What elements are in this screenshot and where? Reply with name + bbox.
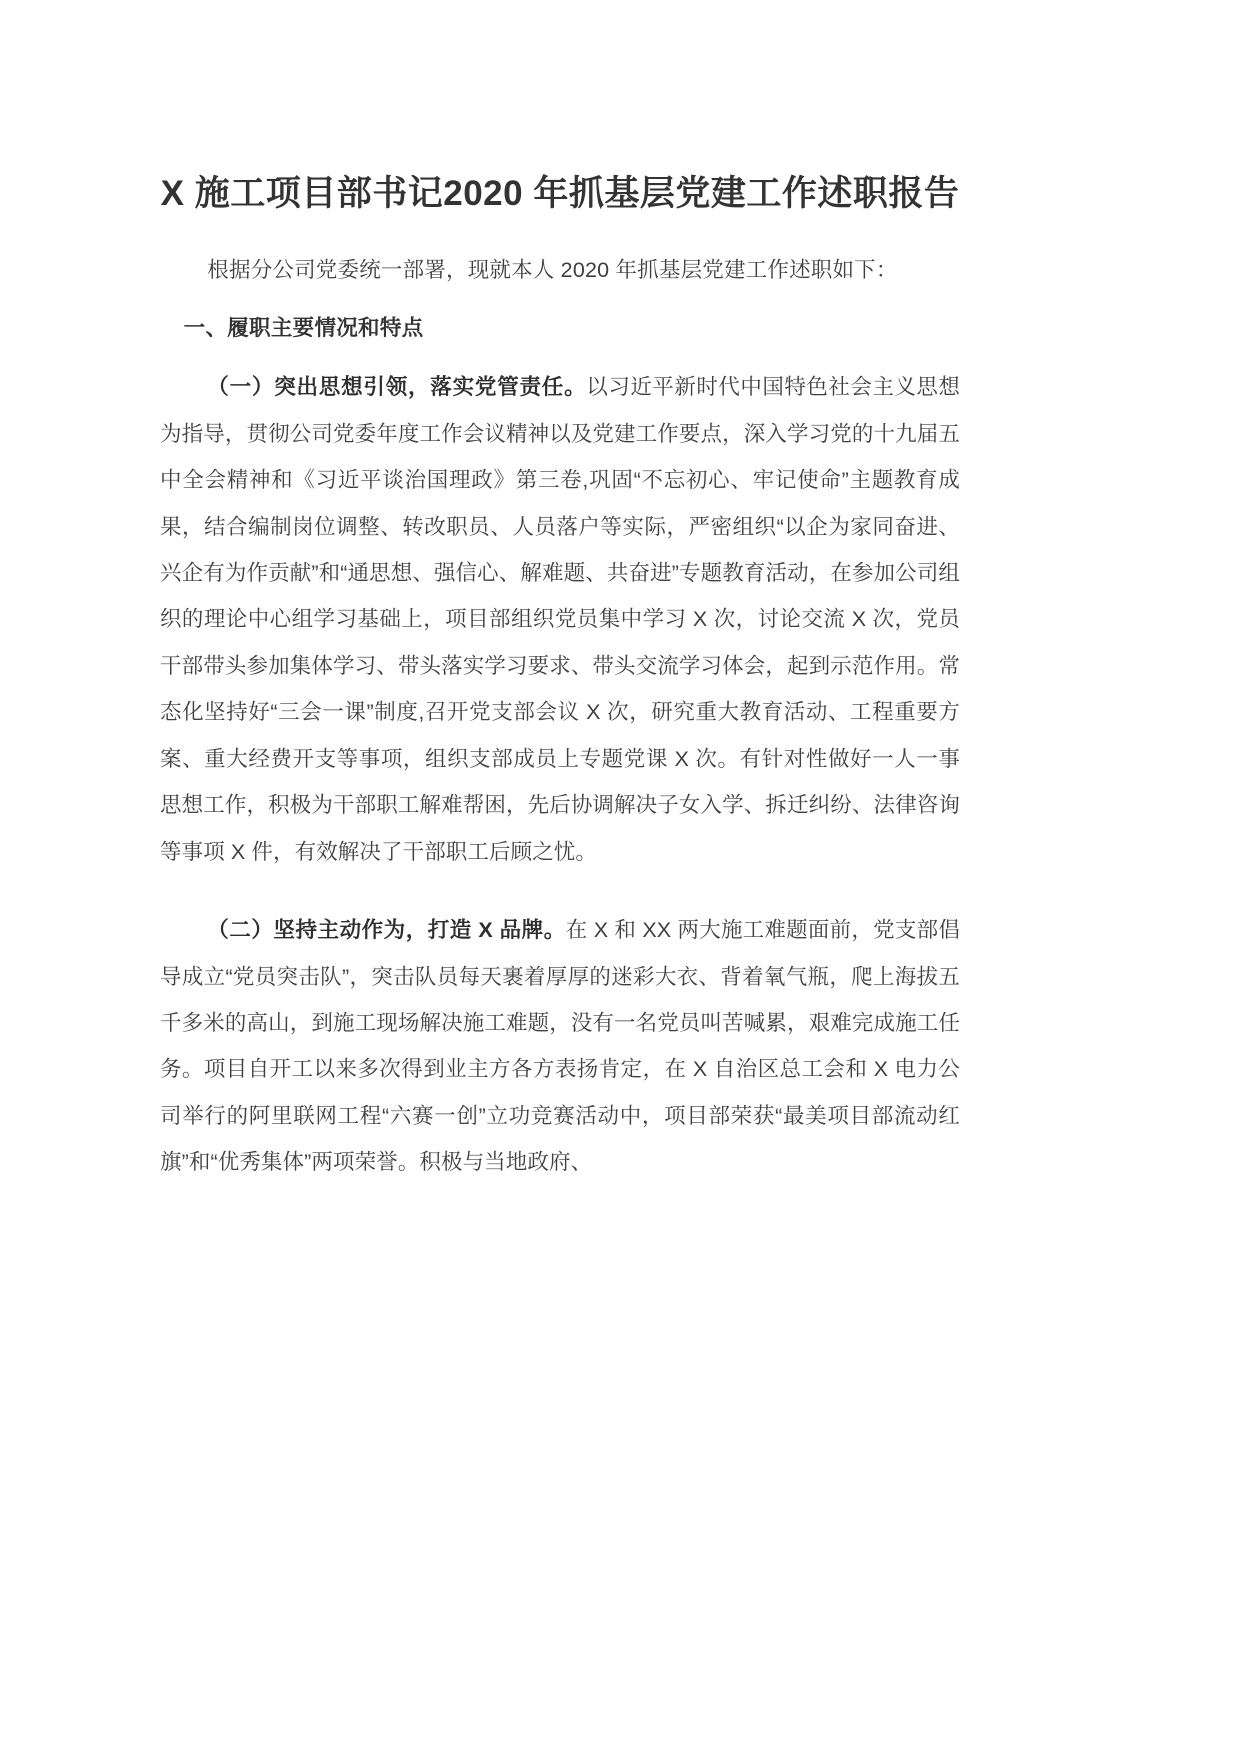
subsection-lead-in-1: （一）突出思想引领，落实党管责任。 bbox=[207, 375, 587, 400]
subsection-lead-in-2: （二）坚持主动作为，打造 X 品牌。 bbox=[207, 918, 566, 943]
page-title: X 施工项目部书记2020 年抓基层党建工作述职报告 bbox=[160, 174, 960, 213]
section-heading-1: 一、履职主要情况和特点 bbox=[183, 316, 424, 340]
document-content bbox=[160, 0, 960, 1186]
subsection-body-1: 以习近平新时代中国特色社会主义思想为指导，贯彻公司党委年度工作会议精神以及党建工作要点，深入学习党的十九届五中全会精神和《习近平谈治国理政》第三卷,巩固“不忘初心、牢记使命”主题教育成果，结合编制岗位调整、转改职员、人员落户等实际，严密组织“以企为家同奋进、兴企有为作贡献”和“通思想、强信心、解难题、共奋进”专题教育活动，在参加公司组织的理论中心组学习基础上，项目部组织党员集中学习 X 次，讨论交流 X 次，党员干部带头参加集体学习、带头落实学习要求、带头交流学习体会，起到示范作用。常态化坚持好“三会一课”制度,召开党支部会议 X 次，研究重大教育活动、工程重要方案、重大经费开支等事项，组织支部成员上专题党课 X 次。有针对性做好一人一事思想工作，积极为干部职工解难帮困，先后协调解决子女入学、拆迁纠纷、法律咨询等事项 X 件，有效解决了干部职工后顾之忧。 bbox=[160, 375, 961, 864]
lead-paragraph: 根据分公司党委统一部署，现就本人 2020 年抓基层党建工作述职如下： bbox=[207, 257, 898, 282]
subsection-paragraph-1 bbox=[160, 344, 960, 875]
subsection-paragraph-2 bbox=[160, 875, 960, 1186]
subsection-body-2: 在 X 和 XX 两大施工难题面前，党支部倡导成立“党员突击队”，突击队员每天裹着厚厚的迷彩大衣、背着氧气瓶，爬上海拔五千多米的高山，到施工现场解决施工难题，没有一名党员叫苦喊累，艰难完成施工任务。项目自开工以来多次得到业主方各方表扬肯定，在 X 自治区总工会和 X 电力公司举行的阿里联网工程“六赛一创”立功竞赛活动中，项目部荣获“最美项目部流动红旗”和“优秀集体”两项荣誉。积极与当地政府、 bbox=[160, 918, 960, 1175]
